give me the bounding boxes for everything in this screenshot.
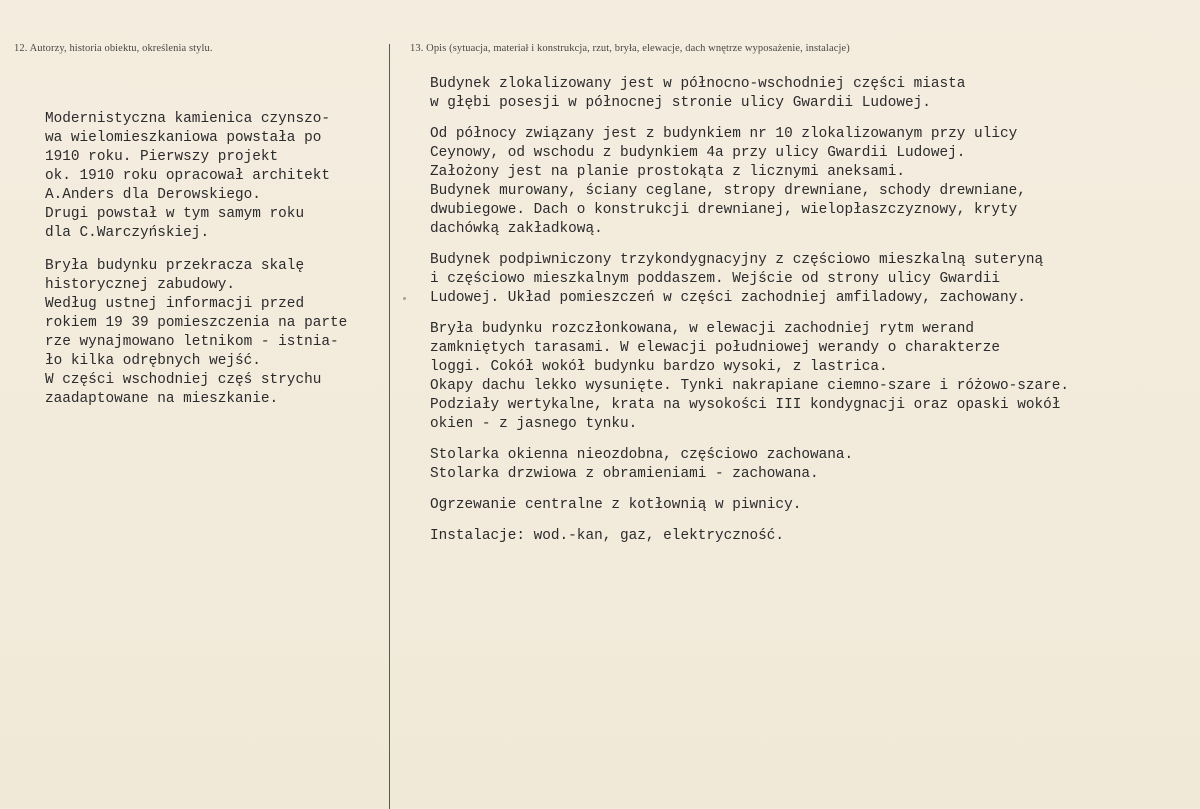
text-line: Drugi powstał w tym samym roku bbox=[45, 206, 305, 222]
text-line: Okapy dachu lekko wysunięte. Tynki nakrapiane ciemno-szare i różowo-szare. bbox=[430, 378, 1070, 394]
text-line: Ceynowy, od wschodu z budynkiem 4a przy ulicy Gwardii Ludowej. bbox=[430, 145, 966, 161]
description-paragraph bbox=[430, 527, 1190, 546]
text-line: Bryła budynku przekracza skalę bbox=[45, 258, 305, 274]
text-line: Modernistyczna kamienica czynszo- bbox=[45, 111, 330, 127]
section-12-heading: 12. Autorzy, historia obiektu, określenia stylu. bbox=[14, 43, 213, 54]
text-line: i częściowo mieszkalnym poddaszem. Wejście od strony ulicy Gwardii bbox=[430, 271, 1000, 287]
description-paragraph bbox=[430, 251, 1190, 308]
text-line: ok. 1910 roku opracował architekt bbox=[45, 168, 330, 184]
description-paragraph bbox=[430, 496, 1190, 515]
description-paragraph bbox=[430, 320, 1190, 434]
description-paragraph bbox=[430, 75, 1190, 113]
text-line: W części wschodniej częś strychu bbox=[45, 372, 322, 388]
text-line: Założony jest na planie prostokąta z licznymi aneksami. bbox=[430, 164, 905, 180]
text-line: Stolarka okienna nieozdobna, częściowo zachowana. bbox=[430, 447, 854, 463]
text-line: okien - z jasnego tynku. bbox=[430, 416, 638, 432]
text-line: Bryła budynku rozczłonkowana, w elewacji zachodniej rytm werand bbox=[430, 321, 975, 337]
history-paragraph bbox=[45, 110, 393, 243]
text-line: ło kilka odrębnych wejść. bbox=[45, 353, 261, 369]
text-line: dachówką zakładkową. bbox=[430, 221, 603, 237]
description-paragraph bbox=[430, 125, 1190, 239]
text-line: loggi. Cokół wokół budynku bardzo wysoki, z lastrica. bbox=[430, 359, 888, 375]
text-line: Ogrzewanie centralne z kotłownią w piwnicy. bbox=[430, 497, 802, 513]
text-line: Podziały wertykalne, krata na wysokości III kondygnacji oraz opaski wokół bbox=[430, 397, 1061, 413]
text-line: historycznej zabudowy. bbox=[45, 277, 235, 293]
text-line: Budynek podpiwniczony trzykondygnacyjny z częściowo mieszkalną suteryną bbox=[430, 252, 1044, 268]
text-line: 1910 roku. Pierwszy projekt bbox=[45, 149, 279, 165]
text-line: dla C.Warczyńskiej. bbox=[45, 225, 210, 241]
text-line: zaadaptowane na mieszkanie. bbox=[45, 391, 279, 407]
text-line: wa wielomieszkaniowa powstała po bbox=[45, 130, 322, 146]
description-paragraph bbox=[430, 446, 1190, 484]
text-line: Budynek zlokalizowany jest w północno-wschodniej części miasta bbox=[430, 76, 966, 92]
text-line: Budynek murowany, ściany ceglane, stropy drewniane, schody drewniane, bbox=[430, 183, 1026, 199]
description-text bbox=[430, 75, 1190, 558]
paper-speck bbox=[403, 297, 406, 300]
history-text bbox=[45, 110, 393, 423]
text-line: rokiem 19 39 pomieszczenia na parte bbox=[45, 315, 348, 331]
history-paragraph bbox=[45, 257, 393, 409]
text-line: w głębi posesji w północnej stronie ulicy Gwardii Ludowej. bbox=[430, 95, 931, 111]
text-line: zamkniętych tarasami. W elewacji południowej werandy o charakterze bbox=[430, 340, 1000, 356]
section-13-heading: 13. Opis (sytuacja, materiał i konstrukcja, rzut, bryła, elewacje, dach wnętrze wyposażenie, instalacje) bbox=[410, 43, 850, 54]
text-line: Stolarka drzwiowa z obramieniami - zachowana. bbox=[430, 466, 819, 482]
text-line: dwubiegowe. Dach o konstrukcji drewnianej, wielopłaszczyznowy, kryty bbox=[430, 202, 1018, 218]
text-line: Instalacje: wod.-kan, gaz, elektryczność. bbox=[430, 528, 785, 544]
text-line: Od północy związany jest z budynkiem nr 10 zlokalizowanym przy ulicy bbox=[430, 126, 1018, 142]
text-line: Według ustnej informacji przed bbox=[45, 296, 305, 312]
text-line: Ludowej. Układ pomieszczeń w części zachodniej amfiladowy, zachowany. bbox=[430, 290, 1026, 306]
text-line: rze wynajmowano letnikom - istnia- bbox=[45, 334, 339, 350]
text-line: A.Anders dla Derowskiego. bbox=[45, 187, 261, 203]
